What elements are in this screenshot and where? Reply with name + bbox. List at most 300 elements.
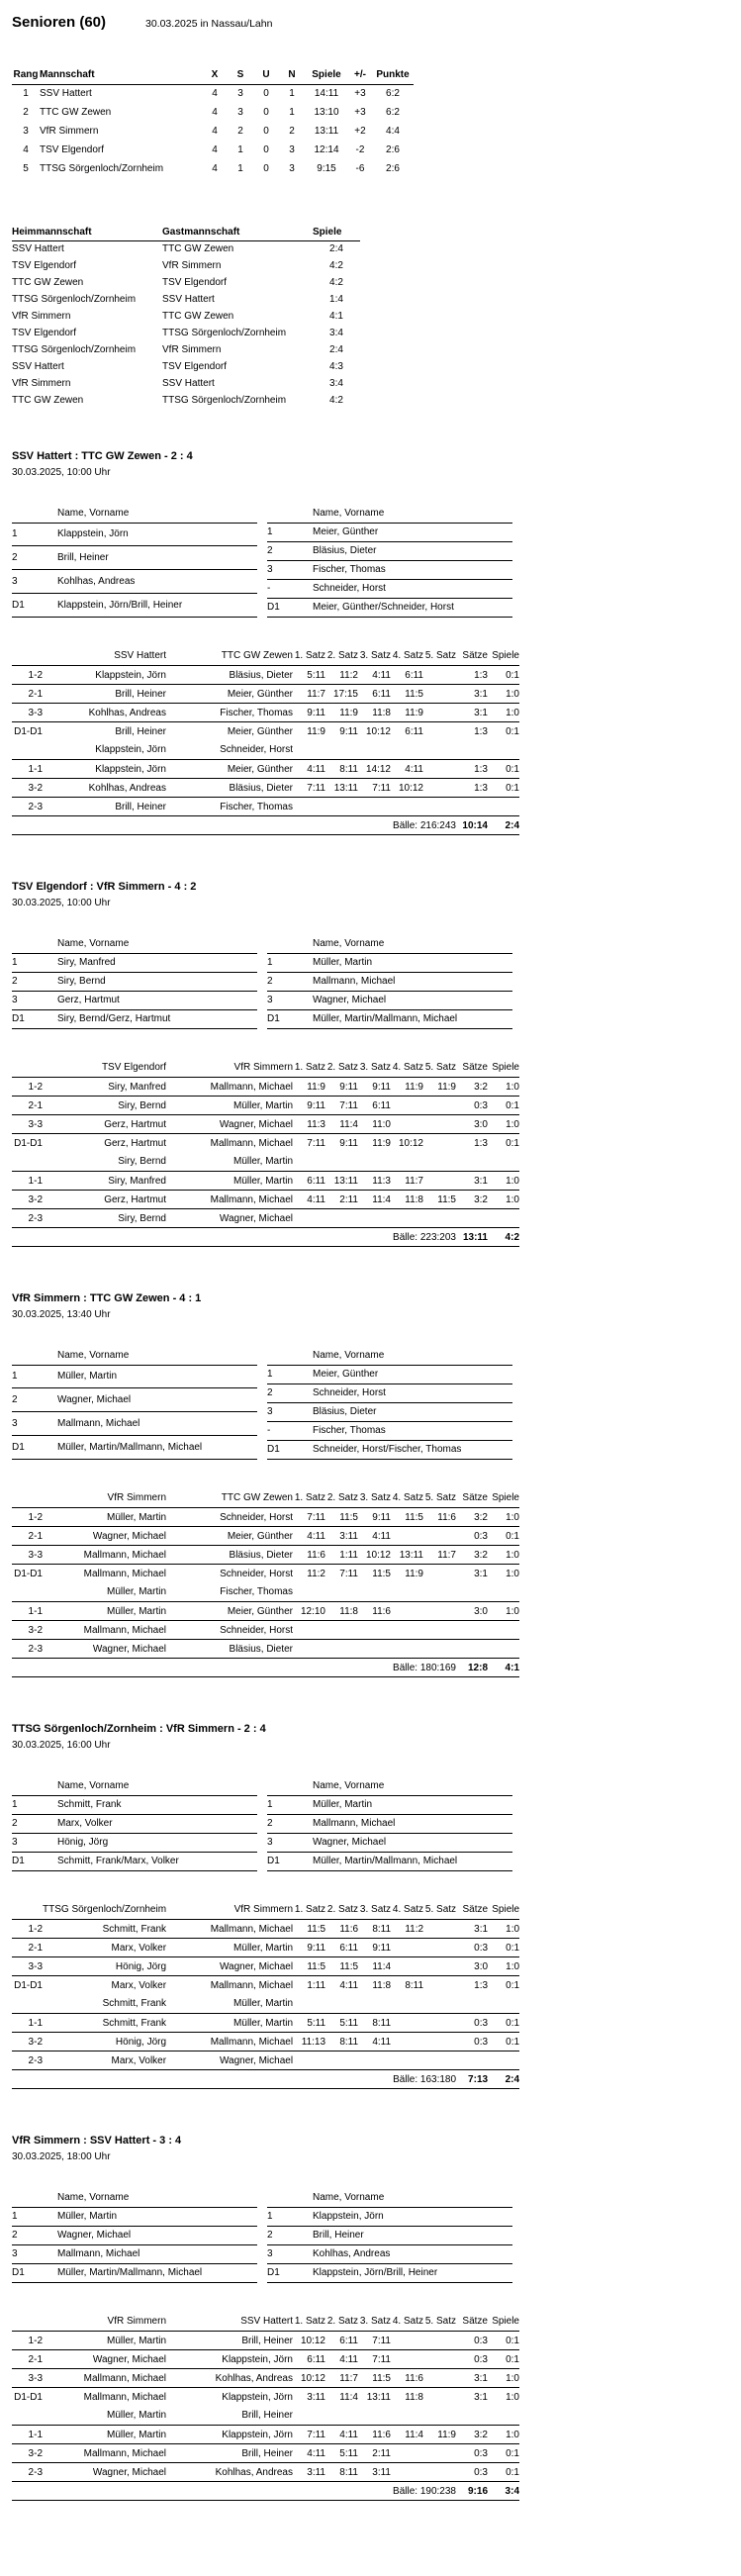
home-lineup-table	[12, 2188, 257, 2283]
lineup-row	[267, 1852, 512, 1870]
set-score	[423, 2033, 456, 2051]
game-home-player: Hönig, Jörg	[43, 1957, 166, 1976]
set-score	[423, 2014, 456, 2033]
fixture-row	[12, 325, 360, 341]
game-away-partner: Fischer, Thomas	[166, 1583, 293, 1602]
lineup-player: Meier, Günther	[313, 523, 512, 541]
away-lineup-table	[267, 1776, 512, 1871]
set-score: 7:11	[293, 2426, 325, 2444]
lineup-player: Müller, Martin	[57, 2207, 257, 2226]
set-score: 9:11	[358, 1939, 391, 1957]
lineup-pos: 3	[12, 991, 57, 1009]
set-score	[391, 2350, 423, 2369]
fixture-cell: SSV Hattert	[162, 294, 215, 305]
home-lineup-head	[12, 1776, 257, 1795]
game-row	[12, 1209, 519, 1228]
game-no: D1-D1	[14, 2391, 43, 2403]
lineup-pos: -	[267, 1421, 313, 1440]
standings-head	[12, 65, 414, 84]
match-report	[12, 1723, 741, 2089]
set-score: 1:11	[325, 1546, 358, 1565]
results-table	[12, 1059, 519, 1248]
game-home-player: Müller, Martin	[43, 2332, 166, 2350]
set-score	[293, 1621, 325, 1640]
match-datetime: 30.03.2025, 13:40 Uhr	[12, 1309, 111, 1320]
game-no: 2-3	[12, 1640, 43, 1659]
lineup-player: Bläsius, Dieter	[313, 1402, 512, 1421]
standings-header: X	[202, 65, 228, 84]
saetze-score: 0:3	[456, 2463, 488, 2482]
away-lineup-head	[267, 934, 512, 953]
set-score: 11:9	[391, 1078, 423, 1097]
set-score	[358, 1621, 391, 1640]
standings-cell: 4	[212, 126, 218, 137]
standings-header: U	[253, 65, 279, 84]
lineup-pos: 3	[267, 2244, 313, 2263]
fixtures-header-row	[12, 224, 360, 240]
set-score	[423, 2369, 456, 2388]
away-lineup-body	[267, 523, 512, 617]
fixture-cell: VfR Simmern	[12, 311, 71, 322]
lineup-name-header: Name, Vorname	[313, 1776, 512, 1795]
fixture-row	[12, 358, 360, 375]
lineup-player: Müller, Martin	[313, 1795, 512, 1814]
fixture-cell: TSV Elgendorf	[162, 277, 228, 288]
set-score	[423, 2051, 456, 2070]
spiele-score: 1:0	[506, 2391, 519, 2403]
set-score: 4:11	[358, 1527, 391, 1546]
set-score: 11:4	[325, 1115, 358, 1134]
standings-cell: 4:4	[386, 126, 400, 137]
game-row	[12, 1078, 519, 1097]
game-row	[12, 779, 519, 798]
set-score	[325, 1640, 358, 1659]
lineup-pos-header	[267, 1346, 313, 1365]
standings-cell: TSV Elgendorf	[40, 144, 105, 155]
lineup-pos: D1	[267, 2263, 313, 2282]
game-partner-row	[12, 1583, 519, 1602]
standings-cell: 4	[212, 107, 218, 118]
set-score: 11:5	[423, 1191, 456, 1209]
standings-header: Mannschaft	[40, 65, 202, 84]
lineup-player: Kohlhas, Andreas	[313, 2244, 512, 2263]
set-score: 11:2	[391, 1920, 423, 1939]
lineup-player: Brill, Heiner	[57, 546, 257, 570]
set-score	[423, 1976, 456, 1995]
home-lineup-table	[12, 934, 257, 1029]
lineup-player: Marx, Volker	[57, 1814, 257, 1833]
set-header: 2. Satz	[325, 1901, 358, 1920]
game-no: 3-3	[12, 1546, 43, 1565]
match-report	[12, 2135, 741, 2501]
lineup-row	[267, 1402, 512, 1421]
lineup-player: Siry, Bernd	[57, 972, 257, 991]
home-lineup-body	[12, 523, 257, 617]
lineup-pos: 1	[12, 1795, 57, 1814]
match-title: TSV Elgendorf : VfR Simmern - 4 : 2	[12, 881, 197, 893]
saetze-score: 3:2	[456, 1078, 488, 1097]
game-away-player: Schneider, Horst	[220, 1568, 293, 1579]
lineup-pos: 3	[267, 560, 313, 579]
set-score: 4:11	[293, 2444, 325, 2463]
set-score: 13:11	[325, 1172, 358, 1191]
set-score: 11:13	[293, 2033, 325, 2051]
saetze-score	[456, 1209, 488, 1228]
game-row	[12, 1640, 519, 1659]
standings-cell: 2:6	[386, 144, 400, 155]
set-score	[293, 1209, 325, 1228]
standings-cell: 1	[289, 88, 295, 100]
fixture-cell: TSV Elgendorf	[162, 361, 228, 372]
lineup-player: Klappstein, Jörn/Brill, Heiner	[57, 593, 257, 617]
lineup-row	[12, 1814, 257, 1833]
lineup-player: Mallmann, Michael	[57, 2244, 257, 2263]
spiele-score: 1:0	[488, 704, 519, 722]
game-away-player: Mallmann, Michael	[166, 1920, 293, 1939]
set-score	[423, 2463, 456, 2482]
game-row	[12, 1565, 519, 1583]
fixture-cell: TTSG Sörgenloch/Zornheim	[12, 344, 137, 355]
set-score: 5:11	[325, 2444, 358, 2463]
set-score	[423, 722, 456, 741]
game-away-player: Brill, Heiner	[166, 2444, 293, 2463]
game-home-player: Klappstein, Jörn	[43, 666, 166, 685]
lineup-row	[12, 991, 257, 1009]
set-score: 2:11	[358, 2444, 391, 2463]
game-home-player: Wagner, Michael	[43, 1640, 166, 1659]
set-header: 5. Satz	[423, 1489, 456, 1508]
game-partner-row	[12, 1153, 519, 1172]
game-no: 1-2	[12, 666, 43, 685]
game-row	[12, 1134, 519, 1153]
set-score	[358, 2051, 391, 2070]
report-header	[12, 14, 741, 32]
lineup-pos: 3	[12, 1412, 57, 1436]
saetze-header: Sätze	[456, 1059, 488, 1078]
lineup-pos: 1	[12, 2207, 57, 2226]
game-away-player: Müller, Martin	[166, 1172, 293, 1191]
standings-cell: 2:6	[386, 163, 400, 174]
spiele-score	[488, 2051, 519, 2070]
set-score: 11:6	[423, 1508, 456, 1527]
standings-row	[12, 141, 414, 159]
set-score	[423, 2350, 456, 2369]
fixture-cell: 4:2	[329, 395, 343, 406]
game-home-player: Schmitt, Frank	[43, 1920, 166, 1939]
set-score: 4:11	[293, 1191, 325, 1209]
lineup-player: Wagner, Michael	[57, 2226, 257, 2244]
home-lineup-head	[12, 934, 257, 953]
set-score	[423, 1115, 456, 1134]
lineup-pos: 1	[12, 523, 57, 546]
game-home-player: Mallmann, Michael	[43, 1546, 166, 1565]
saetze-score: 3:0	[456, 1957, 488, 1976]
set-score: 11:9	[307, 725, 325, 737]
game-row	[12, 1957, 519, 1976]
game-home-player: Wagner, Michael	[43, 2350, 166, 2369]
spiele-score	[488, 1621, 519, 1640]
game-away-player: Wagner, Michael	[166, 1209, 293, 1228]
home-lineup-table	[12, 504, 257, 618]
game-away-player: Bläsius, Dieter	[166, 1640, 293, 1659]
game-away-player: Klappstein, Jörn	[222, 2391, 293, 2403]
set-score: 12:10	[293, 1602, 325, 1621]
game-away-player: Meier, Günther	[166, 1602, 293, 1621]
lineup-row	[12, 2263, 257, 2282]
lineup-player: Müller, Martin/Mallmann, Michael	[313, 1009, 512, 1028]
game-no: 1-2	[12, 2332, 43, 2350]
lineup-name-header: Name, Vorname	[57, 1776, 257, 1795]
set-score	[423, 1621, 456, 1640]
saetze-header: Sätze	[456, 2313, 488, 2332]
set-score: 11:5	[293, 1920, 325, 1939]
fixture-cell: TSV Elgendorf	[12, 260, 77, 271]
spiele-score: 1:0	[488, 1078, 519, 1097]
game-away-player: Mallmann, Michael	[210, 1137, 293, 1149]
fixture-row	[12, 308, 360, 325]
set-score: 11:6	[325, 1920, 358, 1939]
set-score	[391, 1621, 423, 1640]
fixture-cell: TTC GW Zewen	[12, 277, 84, 288]
lineup-row	[12, 2226, 257, 2244]
lineup-pos: 1	[267, 523, 313, 541]
set-score: 11:2	[325, 666, 358, 685]
fixture-cell: 3:4	[329, 378, 343, 389]
totals-spacer	[12, 2070, 293, 2089]
standings-cell: 9:15	[317, 163, 336, 174]
set-score	[423, 704, 456, 722]
game-no: 3-2	[12, 1621, 43, 1640]
saetze-score	[456, 1640, 488, 1659]
set-score: 10:12	[391, 779, 423, 798]
spiele-score: 0:1	[506, 725, 519, 737]
standings-header: Spiele	[305, 65, 348, 84]
set-score	[391, 1527, 423, 1546]
lineup-row	[267, 1833, 512, 1852]
standings-cell: -6	[355, 163, 365, 174]
set-score: 11:9	[391, 704, 423, 722]
set-header: 5. Satz	[423, 1901, 456, 1920]
game-home-player: Müller, Martin	[43, 1602, 166, 1621]
spiele-score: 0:1	[488, 1527, 519, 1546]
lineup-row	[267, 579, 512, 598]
saetze-score: 0:3	[456, 2350, 488, 2369]
set-score	[423, 798, 456, 816]
results-corner	[12, 2313, 43, 2332]
lineup-player: Müller, Martin/Mallmann, Michael	[57, 2263, 257, 2282]
lineups	[12, 2188, 741, 2283]
set-score: 7:11	[325, 1097, 358, 1115]
home-lineup-body	[12, 1795, 257, 1870]
lineup-pos-header	[12, 2188, 57, 2207]
lineup-header-row	[267, 504, 512, 523]
game-partner-row	[12, 741, 519, 760]
lineup-pos: D1	[12, 1852, 57, 1870]
set-score	[325, 1209, 358, 1228]
set-score	[423, 1957, 456, 1976]
set-score	[423, 2388, 456, 2407]
standings-cell: SSV Hattert	[40, 88, 92, 100]
saetze-header: Sätze	[456, 1489, 488, 1508]
game-home-player: Kohlhas, Andreas	[43, 779, 166, 798]
set-score	[391, 798, 423, 816]
lineup-row	[12, 1009, 257, 1028]
game-home-partner: Müller, Martin	[43, 2407, 166, 2426]
away-lineup-body	[267, 1365, 512, 1459]
set-score: 11:6	[358, 2426, 391, 2444]
totals-row	[12, 2070, 519, 2089]
saetze-score: 3:2	[456, 1546, 488, 1565]
set-score	[391, 2033, 423, 2051]
set-header: 1. Satz	[293, 1059, 325, 1078]
standings-row	[12, 103, 414, 122]
set-score: 9:11	[358, 1078, 391, 1097]
lineups	[12, 1776, 741, 1871]
fixture-cell: 1:4	[329, 294, 343, 305]
lineup-row	[267, 2226, 512, 2244]
game-home-player: Brill, Heiner	[115, 725, 166, 737]
set-score: 11:7	[423, 1546, 456, 1565]
set-score	[423, 1640, 456, 1659]
game-row	[12, 1939, 519, 1957]
results-header-row	[12, 1059, 519, 1078]
standings-cell: 14:11	[314, 88, 339, 100]
set-score	[325, 1621, 358, 1640]
set-score: 17:15	[325, 685, 358, 704]
lineup-row	[267, 972, 512, 991]
lineup-row	[267, 560, 512, 579]
game-row	[12, 666, 519, 685]
spiele-score: 1:0	[488, 1920, 519, 1939]
spiele-score: 0:1	[506, 1137, 519, 1149]
lineups	[12, 1346, 741, 1460]
game-away-player: Müller, Martin	[166, 1939, 293, 1957]
set-score: 1:11	[307, 1979, 326, 1991]
game-no-empty	[12, 2407, 43, 2426]
results-home-team: VfR Simmern	[43, 2313, 166, 2332]
balls-total: Bälle: 163:180	[293, 2070, 456, 2089]
game-away-player: Kohlhas, Andreas	[166, 2369, 293, 2388]
away-lineup-head	[267, 1346, 512, 1365]
home-lineup-table	[12, 1346, 257, 1460]
set-score: 10:12	[293, 2332, 325, 2350]
fixture-cell: 2:4	[329, 243, 343, 255]
standings-cell: 13:11	[314, 126, 339, 137]
lineup-row	[12, 1833, 257, 1852]
set-score: 6:11	[391, 666, 423, 685]
fixture-cell: 4:3	[329, 361, 343, 372]
away-lineup-head	[267, 1776, 512, 1795]
saetze-score: 0:3	[456, 1097, 488, 1115]
lineup-name-header: Name, Vorname	[57, 934, 257, 953]
set-header: 1. Satz	[293, 2313, 325, 2332]
lineup-name-header: Name, Vorname	[57, 2188, 257, 2207]
standings-cell: 5	[23, 163, 29, 174]
fixture-cell: VfR Simmern	[162, 260, 222, 271]
lineup-player: Fischer, Thomas	[313, 1421, 512, 1440]
lineup-row	[12, 570, 257, 594]
match-datetime: 30.03.2025, 10:00 Uhr	[12, 467, 111, 478]
lineup-pos: 2	[267, 1383, 313, 1402]
match-title: TTSG Sörgenloch/Zornheim : VfR Simmern - 2 : 4	[12, 1723, 266, 1735]
set-score: 9:11	[339, 725, 358, 737]
set-score	[358, 1640, 391, 1659]
set-score	[423, 2332, 456, 2350]
set-score: 8:11	[325, 760, 358, 779]
lineup-pos-header	[267, 934, 313, 953]
saetze-score: 0:3	[456, 1527, 488, 1546]
set-score	[391, 1209, 423, 1228]
spiele-score: 1:0	[488, 2369, 519, 2388]
results-body	[12, 1920, 519, 2089]
lineup-player: Hönig, Jörg	[57, 1833, 257, 1852]
results-header-row	[12, 2313, 519, 2332]
lineup-row	[12, 1852, 257, 1870]
set-header: 2. Satz	[325, 2313, 358, 2332]
game-away-player: Klappstein, Jörn	[166, 2350, 293, 2369]
lineups	[12, 934, 741, 1029]
spiele-score: 1:0	[506, 1568, 519, 1579]
set-score: 4:11	[325, 2426, 358, 2444]
game-no: 1-1	[12, 2014, 43, 2033]
game-no: D1-D1	[14, 1568, 43, 1579]
game-away-partner: Müller, Martin	[166, 1995, 293, 2014]
game-away-player: Wagner, Michael	[166, 1115, 293, 1134]
game-home-player: Wagner, Michael	[43, 1527, 166, 1546]
set-score: 14:12	[358, 760, 391, 779]
set-score: 11:7	[325, 2369, 358, 2388]
game-no: 1-1	[12, 1172, 43, 1191]
set-score: 3:11	[358, 2463, 391, 2482]
lineup-header-row	[267, 2188, 512, 2207]
set-score: 11:4	[391, 2426, 423, 2444]
lineup-row	[12, 523, 257, 546]
fixture-cell: TTC GW Zewen	[162, 311, 234, 322]
match-title: VfR Simmern : TTC GW Zewen - 4 : 1	[12, 1292, 202, 1304]
lineup-pos: 3	[267, 991, 313, 1009]
fixture-cell: 4:2	[329, 277, 343, 288]
balls-total: Bälle: 190:238	[293, 2482, 456, 2501]
away-lineup-body	[267, 2207, 512, 2282]
balls-total: Bälle: 223:203	[293, 1228, 456, 1247]
game-no: D1-D1	[14, 725, 43, 737]
total-saetze: 10:14	[456, 816, 488, 835]
home-lineup-table	[12, 1776, 257, 1871]
set-score	[423, 1097, 456, 1115]
spiele-score: 1:0	[488, 1191, 519, 1209]
set-score: 5:11	[293, 2014, 325, 2033]
lineup-pos: D1	[12, 593, 57, 617]
set-score: 11:8	[391, 1191, 423, 1209]
standings-cell: 4	[23, 144, 29, 155]
game-partner-fill	[293, 741, 519, 760]
set-header: 3. Satz	[358, 647, 391, 666]
saetze-score: 1:3	[456, 760, 488, 779]
total-saetze: 12:8	[456, 1659, 488, 1677]
results-away-team: TTC GW Zewen	[166, 1489, 293, 1508]
game-no: 3-3	[12, 2369, 43, 2388]
totals-spacer	[12, 1228, 293, 1247]
lineup-row	[12, 593, 257, 617]
lineup-pos-header	[12, 1776, 57, 1795]
game-home-player: Mallmann, Michael	[43, 2369, 166, 2388]
lineup-pos: 2	[267, 972, 313, 991]
set-score: 7:11	[293, 779, 325, 798]
away-lineup-body	[267, 953, 512, 1028]
saetze-score: 1:3	[474, 1137, 488, 1149]
game-row	[12, 798, 519, 816]
lineup-pos-header	[12, 1346, 57, 1365]
